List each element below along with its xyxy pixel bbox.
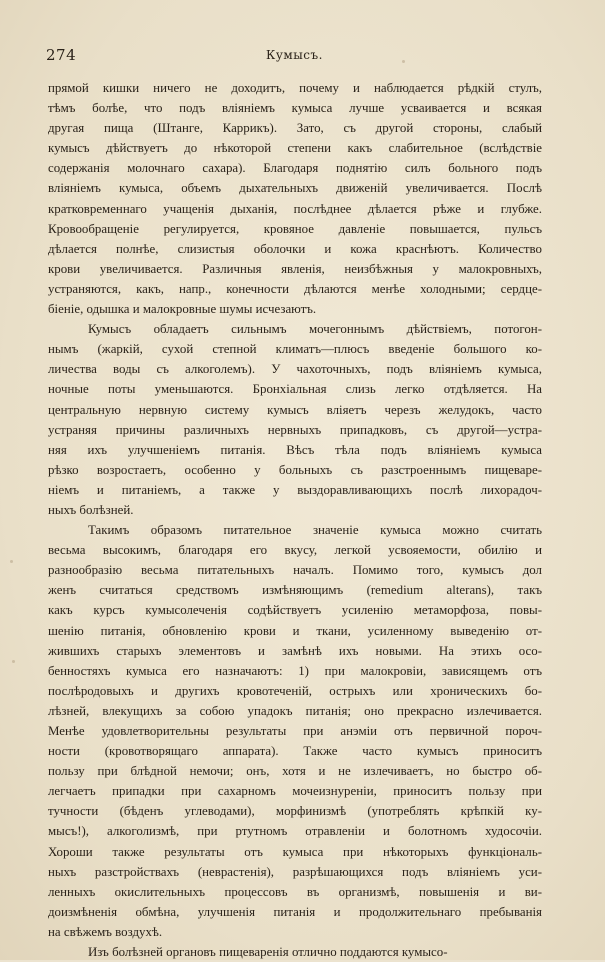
text-line: легчаетъ припадки при сахарномъ мочеизнуреніи, приноситъ пользу при [48,784,542,799]
text-line: няя ихъ улучшеніемъ питанія. Вѣсъ тѣла подъ вліяніемъ кумыса [48,442,542,457]
running-title: Кумысъ. [266,48,323,62]
text-line: послѣродовыхъ и другихъ кровотеченій, острыхъ или хроническихъ бо- [48,683,542,698]
text-line: содержанія молочнаго сахара). Благодаря поднятію силъ больного подъ [48,161,542,176]
text-line: женъ считаться средствомъ измѣняющимъ (remedium alterans), такъ [48,583,542,598]
text-line: личества воды съ алкоголемъ). У чахоточныхъ, подъ вліяніемъ кумыса, [48,362,542,377]
text-line: пользу при блѣдной немочи; онъ, хотя и не излечиваетъ, но быстро об- [48,764,542,779]
paragraph [48,78,542,319]
text-line: Хороши также результаты отъ кумыса при нѣкоторыхъ функціональ- [48,844,542,859]
page-number: 274 [46,46,77,64]
text-line: крови увеличивается. Различныя явленія, неизбѣжныя у малокровныхъ, [48,261,542,276]
text-line: ленныхъ окислительныхъ процессовъ въ организмѣ, повышенія и ви- [48,884,542,899]
text-line: весьма высокимъ, благодаря его вкусу, легкой усвояемости, обилію и [48,543,542,558]
text-line: ночные поты уменьшаются. Бронхіальная слизь легко отдѣляется. На [48,382,542,397]
paragraph [48,942,542,962]
text-line: кратковременнаго учащенія дыханія, послѣднее дѣлается рѣже и глубже. [48,201,542,216]
paragraph [48,520,542,942]
text-line: лѣзней, влекущихъ за собою упадокъ питанія; оно прекрасно излечивается. [48,703,542,718]
text-line: прямой кишки ничего не доходитъ, почему и наблюдается рѣдкій стулъ, [48,81,542,95]
paragraph [48,319,542,520]
text-line: дѣлается полнѣе, слизистыя оболочки и кожа краснѣютъ. Количество [48,241,542,256]
text-line: Изъ болѣзней органовъ пищеваренія отлично поддаются кумысо- [88,945,448,960]
text-line: ныхъ разстройствахъ (неврастенія), разрѣшающихся подъ вліяніемъ уси- [48,864,542,879]
paper-speck [10,560,13,563]
text-line: ныхъ болѣзней. [48,502,134,517]
text-line: мысъ!), алкоголизмѣ, при ртутномъ отравленіи и болотномъ худосочіи. [48,824,542,839]
text-line: вліяніемъ кумыса, объемъ дыхательныхъ движеній увеличивается. Послѣ [48,181,542,196]
text-line: другая пища (Штанге, Каррикъ). Зато, съ другой стороны, слабый [48,121,542,136]
text-line: нымъ (жаркій, сухой степной климатъ—плюсъ введеніе большого ко- [48,342,542,357]
text-line: Кровообращеніе регулируется, кровяное давленіе повышается, пульсъ [48,221,542,236]
text-line: устраняются, какъ, напр., конечности дѣлаются менѣе холодными; сердце- [48,281,542,296]
text-line: біеніе, одышка и малокровные шумы исчезаютъ. [48,302,317,317]
text-line: шенію питанія, обновленію крови и ткани, усиленному выведенію от- [48,623,542,638]
page-header [46,46,543,68]
text-line: Менѣе удовлетворительны результаты при анэміи отъ первичной пороч- [48,724,542,738]
text-line: жившихъ старыхъ элементовъ и замѣнѣ ихъ новыми. На этихъ осо- [48,643,542,658]
body-text [48,78,542,962]
text-line: рѣзко возростаетъ, особенно у больныхъ съ разстроеннымъ пищеваре- [48,462,542,477]
text-line: Такимъ образомъ питательное значеніе кумыса можно считать [88,523,542,538]
text-line: кумысъ дѣйствуетъ до нѣкоторой степени какъ слабительное (вслѣдствіе [48,141,542,156]
text-line: бенностяхъ кумыса его назначаютъ: 1) при малокровіи, зависящемъ отъ [48,663,542,678]
text-line: тучности (бѣдeнъ углеводами), морфинизмѣ (употреблять крѣпкій ку- [48,804,542,819]
text-line: ніемъ и питаніемъ, а также у выздоравливающихъ послѣ лихорадоч- [48,482,542,497]
text-line: какъ курсъ кумысолеченія содѣйствуетъ усиленію метаморфоза, повы- [48,603,542,618]
text-line: Кумысъ обладаетъ сильнымъ мочегоннымъ дѣйствіемъ, потогон- [88,322,542,337]
text-line: устраняя причины различныхъ нервныхъ припадковъ, съ другой—устра- [48,422,542,437]
paper-speck [12,660,15,663]
text-line: на свѣжемъ воздухѣ. [48,924,163,939]
text-line: тѣмъ болѣе, что подъ вліяніемъ кумыса лучше усваивается и всякая [48,101,542,116]
text-line: ности (кровотворящаго аппарата). Также часто кумысъ приноситъ [48,744,542,759]
text-line: центральную нервную систему кумысъ вліяетъ черезъ желудокъ, часто [48,402,542,417]
text-line: разнообразію весьма питательныхъ началъ. Помимо того, кумысъ дол [48,563,542,578]
text-line: доизмѣненія обмѣна, улучшенія питанія и продолжительнаго пребыванія [48,904,542,919]
